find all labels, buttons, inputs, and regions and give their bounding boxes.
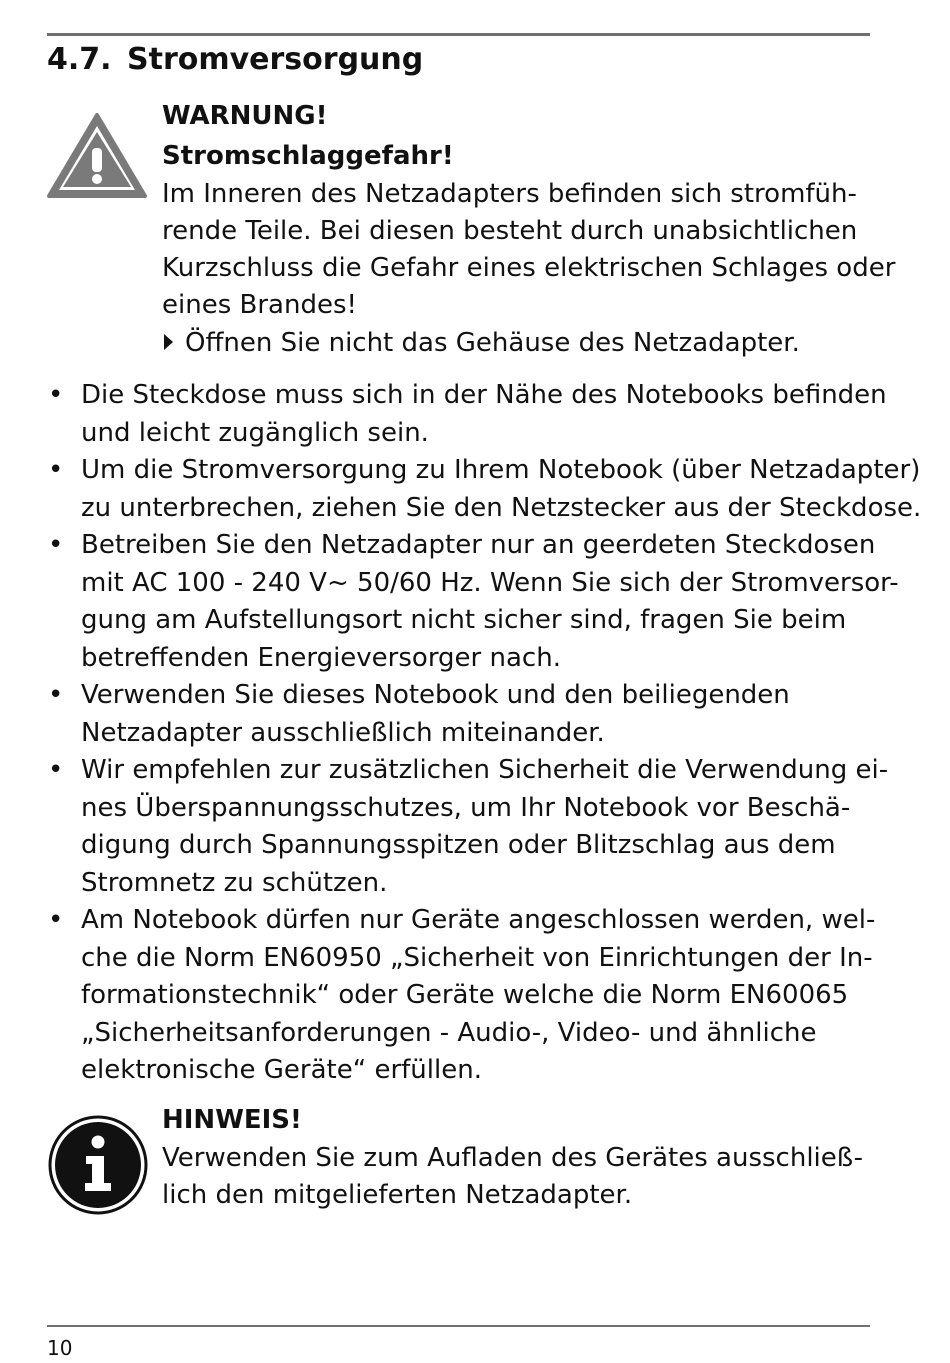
- list-item: [47, 527, 899, 677]
- list-item-line: Netzadapter ausschließlich miteinander.: [81, 717, 605, 748]
- list-item-line: Die Steckdose muss sich in der Nähe des Notebooks befinden: [81, 380, 887, 410]
- page-number: 10: [47, 1336, 73, 1360]
- list-item-line: Stromnetz zu schützen.: [81, 867, 388, 898]
- list-item-line: elektronische Geräte“ erfüllen.: [81, 1055, 482, 1085]
- list-item-line: Betreiben Sie den Netzadapter nur an geerdeten Steckdosen: [81, 530, 876, 560]
- list-item: [47, 677, 887, 752]
- list-item-line: zu unterbrechen, ziehen Sie den Netzstecker aus der Steckdose.: [81, 492, 922, 523]
- list-item: [47, 452, 922, 527]
- section-number: 4.7.: [47, 42, 112, 77]
- list-item: [47, 902, 887, 1090]
- top-rule: [47, 33, 870, 36]
- list-item-line: Um die Stromversorgung zu Ihrem Notebook (über Netzadapter): [81, 455, 921, 485]
- section-title: Stromversorgung: [127, 42, 424, 77]
- hint-text: [162, 1140, 882, 1214]
- bottom-rule: [47, 1325, 870, 1327]
- list-item-line: Am Notebook dürfen nur Geräte angeschlossen werden, wel-: [81, 905, 876, 935]
- list-item-line: Wir empfehlen zur zusätzlichen Sicherheit die Verwendung ei-: [81, 755, 889, 785]
- list-item-line: betreffenden Energieversorger nach.: [81, 642, 561, 673]
- list-item-line: mit AC 100 - 240 V~ 50/60 Hz. Wenn Sie sich der Stromversor-: [81, 567, 899, 598]
- arrow-right-icon: [164, 334, 173, 350]
- hint-notice: [162, 1100, 882, 1214]
- warning-notice: [162, 96, 896, 362]
- warning-text-line: Kurzschluss die Gefahr eines elektrischen Schlages oder: [162, 253, 896, 283]
- warning-triangle-icon: [46, 112, 148, 200]
- bullet-list: [47, 377, 922, 1090]
- bullet-icon: •: [48, 455, 64, 485]
- section-heading: [47, 40, 423, 80]
- bullet-icon: •: [48, 755, 64, 785]
- hint-text-line: Verwenden Sie zum Aufladen des Gerätes ausschließ-: [162, 1143, 863, 1173]
- list-item-line: nes Überspannungsschutzes, um Ihr Notebook vor Beschä-: [81, 792, 851, 823]
- list-item-line: und leicht zugänglich sein.: [81, 417, 429, 448]
- list-item-line: digung durch Spannungsspitzen oder Blitzschlag aus dem: [81, 830, 836, 860]
- warning-action-text: Öffnen Sie nicht das Gehäuse des Netzadapter.: [185, 328, 800, 358]
- info-circle-icon: [48, 1115, 148, 1215]
- warning-text-line: rende Teile. Bei diesen besteht durch unabsichtlichen: [162, 216, 858, 246]
- list-item-line: „Sicherheitsanforderungen - Audio-, Video- und ähnliche: [81, 1017, 817, 1048]
- hint-text-line: lich den mitgelieferten Netzadapter.: [162, 1180, 633, 1210]
- warning-text-line: Im Inneren des Netzadapters befinden sich stromfüh-: [162, 179, 857, 209]
- list-item-line: formationstechnik“ oder Geräte welche die Norm EN60065: [81, 980, 849, 1010]
- list-item-line: gung am Aufstellungsort nicht sicher sind, fragen Sie beim: [81, 605, 847, 635]
- bullet-icon: •: [48, 380, 64, 410]
- list-item: [47, 752, 887, 902]
- list-item-line: che die Norm EN60950 „Sicherheit von Einrichtungen der In-: [81, 942, 873, 973]
- list-item: [47, 377, 887, 452]
- warning-subtitle: Stromschlaggefahr!: [162, 141, 454, 171]
- bullet-icon: •: [48, 530, 64, 560]
- bullet-icon: •: [48, 680, 64, 710]
- warning-text-line: eines Brandes!: [162, 290, 357, 320]
- warning-label: WARNUNG!: [162, 101, 328, 131]
- hint-label: HINWEIS!: [162, 1105, 302, 1135]
- bullet-icon: •: [48, 905, 64, 935]
- warning-text: [162, 176, 896, 324]
- warning-action: [162, 325, 882, 362]
- list-item-line: Verwenden Sie dieses Notebook und den beiliegenden: [81, 680, 790, 710]
